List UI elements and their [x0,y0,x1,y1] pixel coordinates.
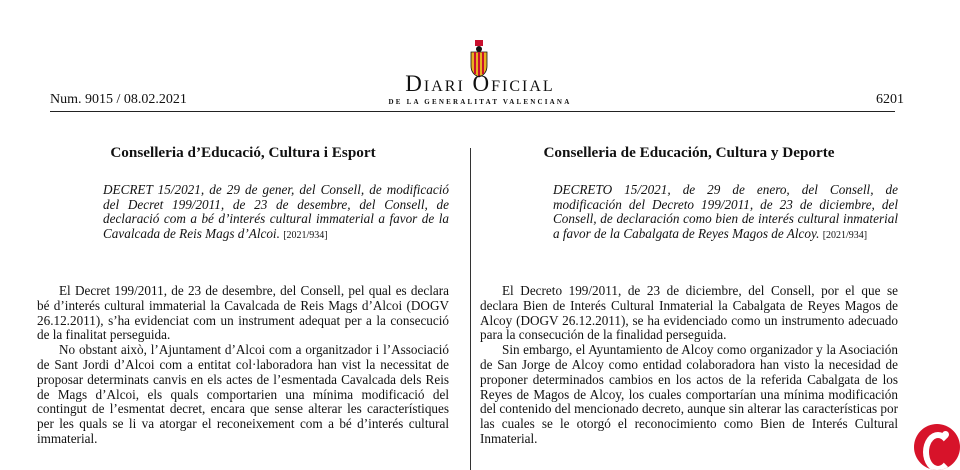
header-rule [50,111,895,112]
decree-title [103,183,449,244]
logo-ring [923,432,953,470]
masthead-title: Diari Oficial [405,71,555,96]
logo-dot [942,431,949,438]
page-number: 6201 [876,92,904,107]
column-divider [470,148,471,470]
paragraph: El Decreto 199/2011, de 23 de diciembre, del Consell, por el que se declara Bien de Interés Cultural Inmaterial la Cabalgata de Reyes Magos de Alcoy (DOGV 26.12.2011), se ha evidenciado como un instrumento adecuado para la consecución de la finalidad perseguida. [480,282,898,343]
masthead-subtitle: DE LA GENERALITAT VALENCIANA [388,98,572,106]
body-text [37,284,449,447]
issue-number-date: Num. 9015 / 08.02.2021 [50,92,187,107]
decree-text: DECRET 15/2021, de 29 de gener, del Consell, de modificació del Decret 199/2011, de 23 de desembre, del Consell, de declaració com a bé d’interés cultural immaterial a favor de la Cavalcada de Reis Mags d’Alcoi. [103,181,449,242]
decree-reference: [2021/934] [283,230,328,242]
site-logo-icon[interactable] [914,424,960,470]
spanish-column [480,146,898,447]
section-heading: Conselleria de Educación, Cultura y Deporte [543,144,835,161]
decree-text: DECRETO 15/2021, de 29 de enero, del Consell, de modificación del Decreto 199/2011, de 23 de diciembre, del Consell, de declaración como bien de interés cultural inmaterial a favor de la Cabalgata de Reyes Magos de Alcoy. [553,181,898,242]
body-text [480,284,898,447]
valencian-column [37,146,449,447]
section-heading: Conselleria d’Educació, Cultura i Esport [110,144,376,161]
paragraph: Sin embargo, el Ayuntamiento de Alcoy como organizador y la Asociación de San Jorge de Alcoy como entidad colaboradora han visto la necesidad de proponer determinados cambios en los actos de la referida Cabalgata de los Reyes de Magos de Alcoy, los cuales comportarían una mínima modificación del contenido del mencionado decreto, aunque sin alterar las características por las cuales se le otorgó el reconocimiento como Bien de Interés Cultural Inmaterial. [480,342,898,446]
paragraph: El Decret 199/2011, de 23 de desembre, del Consell, pel qual es declara bé d’interés cultural immaterial la Cavalcada de Reis Mags d’Alcoi (DOGV 26.12.2011), s’ha evidenciat com un instrument adequat per a la consecució de la finalitat perseguida. [37,282,449,343]
masthead [380,72,580,106]
paragraph: No obstant això, l’Ajuntament d’Alcoi com a organitzador i l’Associació de Sant Jordi d’Alcoi com a entitat col·laboradora han vist la necessitat de proposar determinats canvis en els actes de l’esmentada Cavalcada dels Reis de Mags d’Alcoi, els quals comportarien una mínima modificació del contingut de l’esmentat decret, encara que sense alterar les característiques per les quals se li va atorgar el reconeixement com a bé d’interés cultural immaterial. [37,342,449,446]
decree-reference: [2021/934] [822,230,868,242]
decree-title [553,183,898,244]
